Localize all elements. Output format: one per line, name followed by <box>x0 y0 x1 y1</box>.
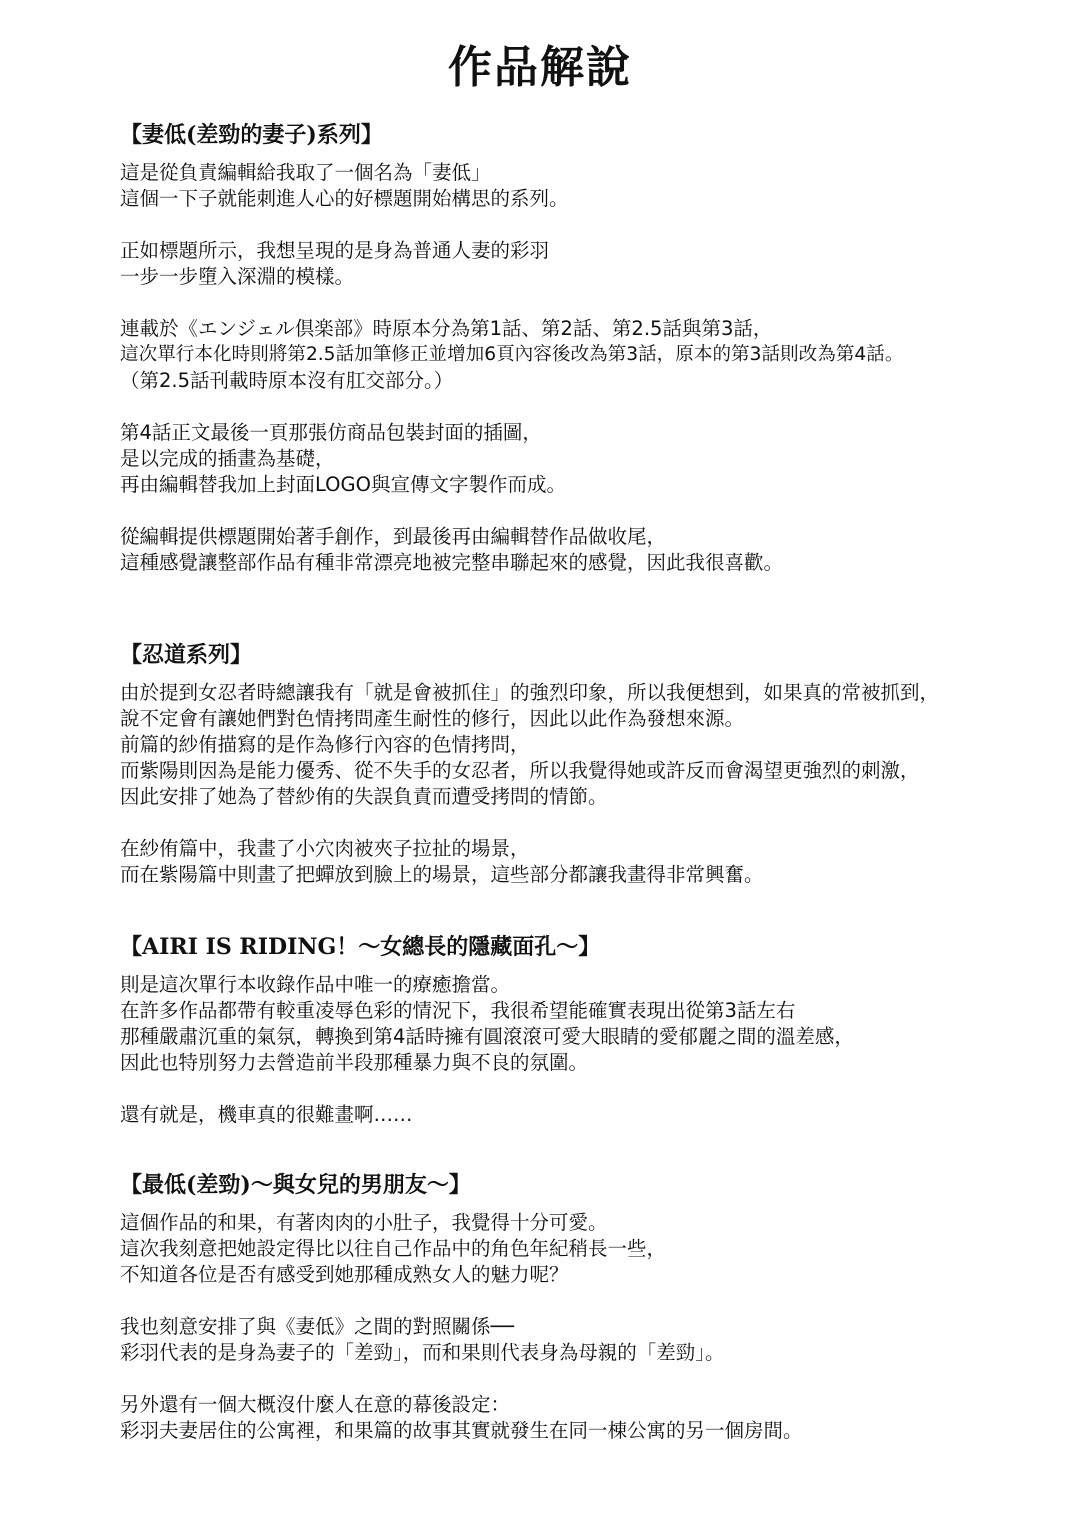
text-line: 而在紫陽篇中則畫了把蟬放到臉上的場景，這些部分都讓我畫得非常興奮。 <box>120 863 764 886</box>
paragraph <box>120 1210 1070 1288</box>
text-line: 由於提到女忍者時總讓我有「就是會被抓住」的強烈印象，所以我便想到，如果真的常被抓到， <box>120 681 940 704</box>
text-line: 在許多作品都帶有較重凌辱色彩的情況下，我很希望能確實表現出從第3話左右 <box>120 999 796 1022</box>
text-line: 正如標題所示，我想呈現的是身為普通人妻的彩羽 <box>120 239 550 262</box>
text-line: 我也刻意安排了與《妻低》之間的對照關係── <box>120 1315 514 1338</box>
text-line: 那種嚴肅沉重的氣氛，轉換到第4話時擁有圓滾滾可愛大眼睛的愛郁麗之間的溫差感， <box>120 1025 854 1048</box>
text-line: 第4話正文最後一頁那張仿商品包裝封面的插圖， <box>120 421 542 444</box>
paragraph <box>120 1314 1070 1366</box>
text-line: 彩羽代表的是身為妻子的「差勁」，而和果則代表身為母親的「差勁」。 <box>120 1341 725 1364</box>
section-saitei <box>120 1170 1070 1444</box>
section-heading: 【忍道系列】 <box>120 642 253 668</box>
text-line: 還有就是，機車真的很難畫啊…… <box>120 1103 413 1126</box>
text-line: 連載於《エンジェル倶楽部》時原本分為第1話、第2話、第2.5話與第3話， <box>120 317 773 340</box>
text-line: 另外還有一個大概沒什麼人在意的幕後設定： <box>120 1393 511 1416</box>
text-line: 再由編輯替我加上封面LOGO與宣傳文字製作而成。 <box>120 473 566 496</box>
paragraph <box>120 238 1070 290</box>
text-line: 這次單行本化時則將第2.5話加筆修正並增加6頁內容後改為第3話，原本的第3話則改為第4話。 <box>120 344 904 365</box>
text-line: 不知道各位是否有感受到她那種成熟女人的魅力呢？ <box>120 1263 569 1286</box>
paragraph <box>120 680 1070 810</box>
text-line: 前篇的紗侑描寫的是作為修行內容的色情拷問， <box>120 733 530 756</box>
section-heading: 【最低(差勁)～與女兒的男朋友～】 <box>120 1172 471 1198</box>
text-line: 從編輯提供標題開始著手創作，到最後再由編輯替作品做收尾， <box>120 525 667 548</box>
text-line: 這次我刻意把她設定得比以往自己作品中的角色年紀稍長一些， <box>120 1237 667 1260</box>
text-line: 這個作品的和果，有著肉肉的小肚子，我覺得十分可愛。 <box>120 1211 608 1234</box>
text-line: 因此也特別努力去營造前半段那種暴力與不良的氛圍。 <box>120 1051 589 1074</box>
text-line: 這是從負責編輯給我取了一個名為「妻低」 <box>120 161 491 184</box>
paragraph <box>120 972 1070 1076</box>
paragraph <box>120 836 1070 888</box>
section-heading: 【妻低(差勁的妻子)系列】 <box>120 122 383 148</box>
section-heading: 【AIRI IS RIDING！～女總長的隱藏面孔～】 <box>120 934 601 960</box>
text-line: 因此安排了她為了替紗侑的失誤負責而遭受拷問的情節。 <box>120 785 608 808</box>
text-line: 在紗侑篇中，我畫了小穴肉被夾子拉扯的場景， <box>120 837 530 860</box>
paragraph <box>120 316 1070 394</box>
section-tsumahiku <box>120 120 1070 576</box>
paragraph <box>120 1392 1070 1444</box>
paragraph <box>120 420 1070 498</box>
paragraph <box>120 160 1070 212</box>
text-line: 一步一步墮入深淵的模樣。 <box>120 265 355 288</box>
text-line: 則是這次單行本收錄作品中唯一的療癒擔當。 <box>120 973 511 996</box>
text-line: 說不定會有讓她們對色情拷問產生耐性的修行，因此以此作為發想來源。 <box>120 707 745 730</box>
text-line: 彩羽夫妻居住的公寓裡，和果篇的故事其實就發生在同一棟公寓的另一個房間。 <box>120 1419 803 1442</box>
section-airi <box>120 932 1070 1128</box>
text-line: （第2.5話刊載時原本沒有肛交部分。） <box>120 369 454 392</box>
text-line: 這種感覺讓整部作品有種非常漂亮地被完整串聯起來的感覺，因此我很喜歡。 <box>120 551 784 574</box>
paragraph <box>120 1102 1070 1128</box>
text-line: 是以完成的插畫為基礎， <box>120 447 335 470</box>
section-ninja <box>120 640 1070 888</box>
text-line: 而紫陽則因為是能力優秀、從不失手的女忍者，所以我覺得她或許反而會渴望更強烈的刺激， <box>120 759 920 782</box>
page-title: 作品解說 <box>448 42 632 93</box>
paragraph <box>120 524 1070 576</box>
text-line: 這個一下子就能刺進人心的好標題開始構思的系列。 <box>120 187 569 210</box>
